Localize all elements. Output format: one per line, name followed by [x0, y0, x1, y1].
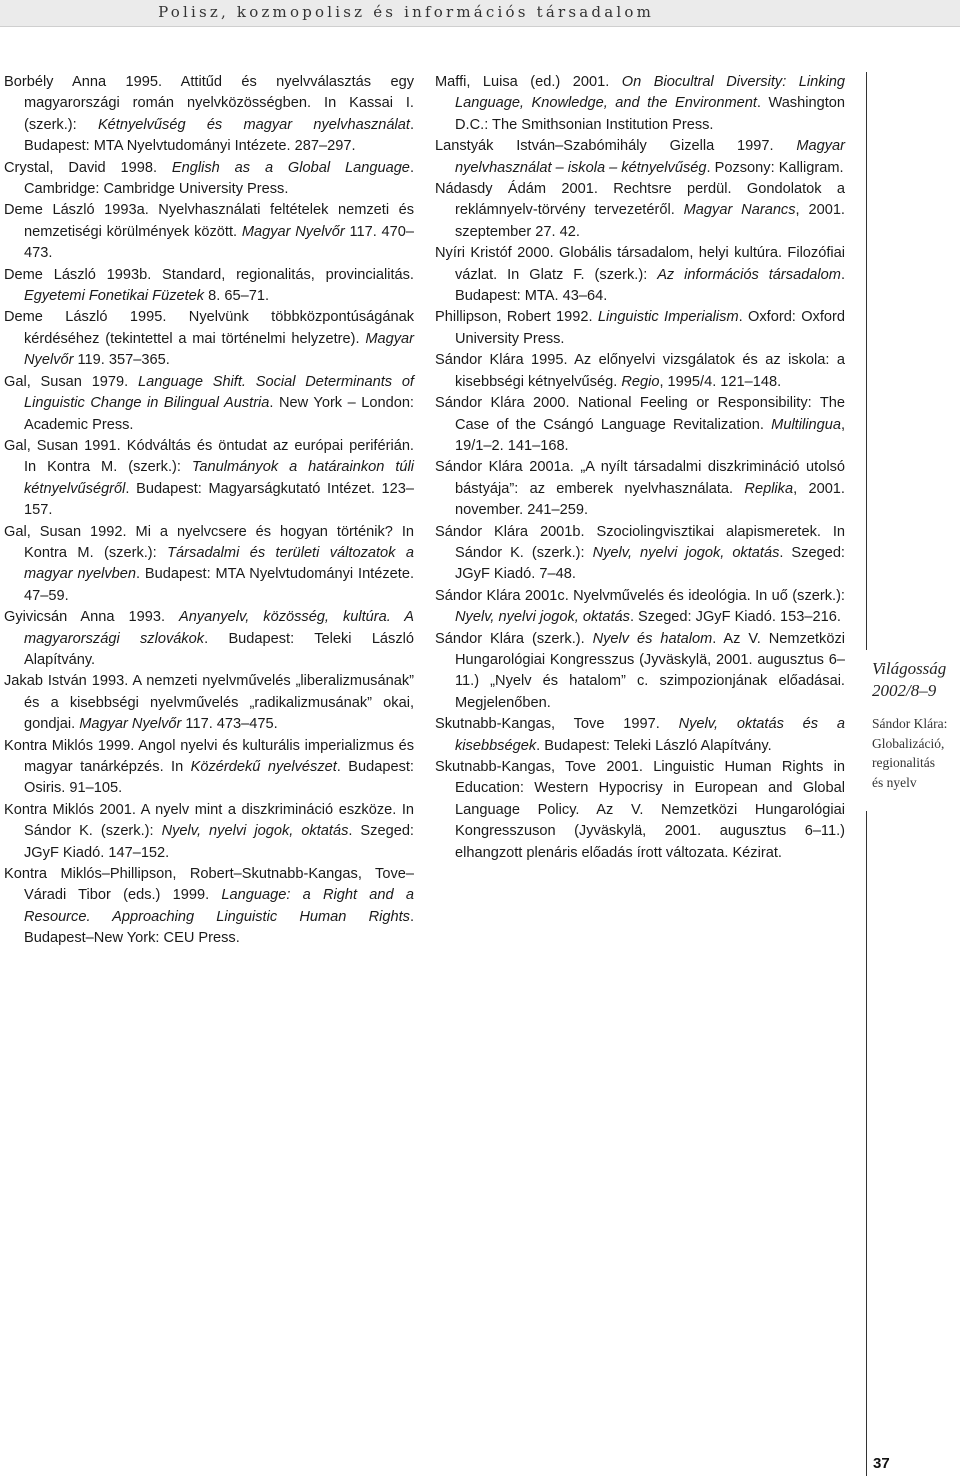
- reference-entry: [4, 372, 414, 436]
- reference-title: Multilingua: [771, 416, 841, 433]
- article-info: [872, 714, 960, 792]
- article-info-line: regionalitás: [872, 755, 935, 770]
- reference-entry: [435, 757, 845, 864]
- reference-text: . Szeged: JGyF Kiadó. 7–48.: [455, 544, 845, 583]
- reference-title: Nyelv, nyelvi jogok, oktatás: [161, 823, 349, 840]
- reference-text: 117. 470–473.: [24, 223, 414, 262]
- reference-text: . New York – London: Academic Press.: [24, 395, 414, 433]
- reference-text: Lanstyák István–Szabómihály Gizella 1997.: [435, 138, 797, 155]
- reference-title: Language: a Right and a Resource. Approaching Linguistic Human Rights: [24, 887, 414, 925]
- reference-text: Crystal, David 1998.: [4, 159, 172, 176]
- reference-entry: [435, 457, 845, 521]
- margin-rule-bottom: [866, 811, 867, 1476]
- reference-text: 8. 65–71.: [204, 288, 269, 305]
- reference-text: . Budapest–New York: CEU Press.: [24, 908, 414, 947]
- page-number: 37: [873, 1455, 890, 1472]
- reference-title: Linguistic Imperialism: [597, 309, 739, 326]
- reference-entry: [4, 864, 414, 950]
- reference-text: Gyivicsán Anna 1993.: [4, 609, 179, 626]
- reference-title: Kétnyelvűség és magyar nyelvhasználat: [97, 116, 410, 133]
- margin-rule-top: [866, 72, 867, 650]
- running-header: [0, 0, 960, 27]
- reference-text: Sándor Klára 2001b. Szociolingvisztikai alapismeretek. In Sándor K. (szerk.):: [435, 523, 845, 561]
- reference-entry: [4, 265, 414, 308]
- reference-text: Nádasdy Ádám 2001. Rechtsre perdül. Gondolatok a reklámnyelv-törvény tervezetéről.: [435, 181, 845, 219]
- references-left-column: [4, 72, 414, 950]
- reference-text: . Budapest: MTA Nyelvtudományi Intézete. 47–59.: [24, 566, 414, 604]
- reference-text: Nyíri Kristóf 2000. Globális társadalom, helyi kultúra. Filozófiai vázlat. In Glatz F. (szerk.):: [435, 245, 845, 283]
- reference-entry: [435, 307, 845, 350]
- reference-text: Sándor Klára (szerk.).: [435, 630, 593, 647]
- reference-text: . Budapest: Osiris. 91–105.: [24, 759, 414, 797]
- reference-text: Gal, Susan 1979.: [4, 373, 138, 390]
- reference-text: Sándor Klára 2001c. Nyelvművelés és ideológia. In uő (szerk.):: [435, 587, 845, 604]
- reference-title: Magyar Narancs: [683, 202, 796, 219]
- reference-text: . Az V. Nemzetközi Hungarológiai Kongresszus (Jyväskylä, 2001. augusztus 6–11.) „Nyelv és hatalom” c. szimpozionjának előadásai. Megjelenőben.: [455, 630, 845, 711]
- reference-text: , 1995/4. 121–148.: [659, 373, 782, 390]
- reference-title: Társadalmi és területi változatok a magyar nyelvben: [24, 544, 414, 583]
- reference-title: Magyar Nyelvőr: [241, 223, 345, 240]
- reference-text: . Budapest: Magyarságkutató Intézet. 123–157.: [24, 480, 414, 519]
- reference-title: Közérdekű nyelvészet: [190, 759, 337, 775]
- reference-title: Replika: [744, 480, 794, 497]
- reference-title: Tanulmányok a határainkon túli kétnyelvűségről: [24, 459, 414, 497]
- reference-text: . Budapest: Teleki László Alapítvány.: [536, 737, 772, 754]
- reference-text: . Szeged: JGyF Kiadó. 147–152.: [24, 823, 414, 861]
- reference-text: . Budapest: MTA Nyelvtudományi Intézete. 287–297.: [24, 116, 414, 155]
- reference-text: Sándor Klára 2001a. „A nyílt társadalmi diszkrimináció utolsó bástyája”: az emberek nyelvhasználata.: [435, 459, 845, 497]
- reference-entry: [4, 607, 414, 671]
- reference-text: Phillipson, Robert 1992.: [435, 309, 598, 326]
- reference-title: Magyar Nyelvőr: [24, 330, 414, 369]
- reference-text: , 2001. november. 241–259.: [455, 480, 845, 519]
- reference-title: Az információs társadalom: [657, 266, 841, 283]
- reference-entry: [4, 800, 414, 864]
- reference-text: Skutnabb-Kangas, Tove 2001. Linguistic Human Rights in Education: Western Hypocrisy in European and Global Language Policy. Az V. Nemzetközi Hungarológiai Kongresszuson (Jyväskylä, 2001. augusztus 6–11.) elhangzott plenáris előadás írott változata. Kézirat.: [435, 759, 845, 861]
- reference-text: Borbély Anna 1995. Attitűd és nyelvválasztás egy magyarországi román nyelvközösségben. In Kassai I. (szerk.):: [4, 74, 414, 133]
- reference-title: Nyelv és hatalom: [592, 630, 713, 647]
- reference-entry: [435, 350, 845, 393]
- reference-entry: [4, 158, 414, 201]
- reference-text: Deme László 1993a. Nyelvhasználati feltételek nemzeti és nemzetiségi körülmények között.: [4, 202, 414, 240]
- reference-text: Kontra Miklós–Phillipson, Robert–Skutnabb-Kangas, Tove–Váradi Tibor (eds.) 1999.: [4, 866, 414, 904]
- reference-text: Kontra Miklós 1999. Angol nyelvi és kulturális imperializmus és magyar tanárképzés. In: [4, 737, 414, 775]
- reference-text: Gal, Susan 1991. Kódváltás és öntudat az európai periférián. In Kontra M. (szerk.):: [4, 437, 414, 476]
- reference-entry: [435, 629, 845, 715]
- reference-entry: [4, 307, 414, 371]
- reference-text: Deme László 1995. Nyelvünk többközpontúságának kérdéséhez (tekintettel a mai történelmi helyzetre).: [4, 309, 414, 347]
- reference-title: Language Shift. Social Determinants of Linguistic Change in Bilingual Austria: [24, 373, 414, 412]
- reference-title: Nyelv, nyelvi jogok, oktatás: [455, 609, 630, 626]
- journal-issue: 2002/8–9: [872, 681, 937, 700]
- reference-title: Egyetemi Fonetikai Füzetek: [24, 288, 205, 305]
- reference-entry: [435, 586, 845, 629]
- reference-title: Magyar Nyelvőr: [79, 716, 182, 733]
- reference-text: Skutnabb-Kangas, Tove 1997.: [435, 716, 679, 733]
- journal-sidebar: [872, 658, 960, 792]
- journal-name: Világosság: [872, 659, 947, 678]
- reference-entry: [435, 243, 845, 307]
- article-info-line: Sándor Klára:: [872, 716, 948, 731]
- reference-entry: [4, 200, 414, 264]
- references-middle-column: [435, 72, 845, 864]
- reference-entry: [4, 671, 414, 735]
- reference-text: . Budapest: Teleki László Alapítvány.: [24, 630, 415, 668]
- reference-entry: [4, 522, 414, 608]
- reference-text: . Pozsony: Kalligram.: [706, 159, 844, 176]
- reference-text: . Szeged: JGyF Kiadó. 153–216.: [629, 609, 841, 626]
- reference-text: . Oxford: Oxford University Press.: [455, 309, 845, 347]
- reference-text: , 19/1–2. 141–168.: [455, 416, 845, 454]
- reference-text: . Budapest: MTA. 43–64.: [455, 266, 845, 305]
- reference-entry: [4, 436, 414, 522]
- reference-entry: [435, 714, 845, 757]
- reference-title: Magyar nyelvhasználat – iskola – kétnyelvűség: [455, 138, 845, 176]
- reference-text: . Cambridge: Cambridge University Press.: [24, 159, 414, 198]
- reference-title: Anyanyelv, közösség, kultúra. A magyarországi szlovákok: [24, 609, 414, 647]
- article-info-line: Globalizáció,: [872, 735, 945, 751]
- reference-text: 119. 357–365.: [73, 352, 170, 369]
- reference-title: On Biocultral Diversity: Linking Language, Knowledge, and the Environment: [455, 74, 845, 112]
- reference-entry: [4, 736, 414, 800]
- reference-text: 117. 473–475.: [181, 716, 278, 733]
- reference-entry: [435, 393, 845, 457]
- reference-text: Kontra Miklós 2001. A nyelv mint a diszkrimináció eszköze. In Sándor K. (szerk.):: [4, 801, 414, 840]
- reference-title: Regio: [621, 373, 660, 390]
- reference-entry: [435, 72, 845, 136]
- reference-text: . Washington D.C.: The Smithsonian Institution Press.: [455, 95, 845, 133]
- reference-entry: [4, 72, 414, 158]
- reference-text: Jakab István 1993. A nemzeti nyelvművelés „liberalizmusának” és a kisebbségi nyelvművelés „radikalizmusának” okai, gondjai.: [4, 673, 414, 733]
- article-info-line: és nyelv: [872, 774, 917, 790]
- reference-title: English as a Global Language: [171, 159, 410, 176]
- reference-text: Deme László 1993b. Standard, regionalitás, provincialitás.: [4, 266, 414, 283]
- reference-title: Nyelv, nyelvi jogok, oktatás: [592, 544, 780, 561]
- reference-entry: [435, 522, 845, 586]
- reference-text: , 2001. szeptember 27. 42.: [455, 202, 845, 240]
- reference-text: Sándor Klára 2000. National Feeling or Responsibility: The Case of the Csángó Language Revitalization.: [435, 395, 845, 433]
- reference-entry: [435, 179, 845, 243]
- reference-entry: [435, 136, 845, 179]
- reference-text: Sándor Klára 1995. Az előnyelvi vizsgálatok és az iskola: a kisebbségi kétnyelvűség.: [435, 352, 845, 390]
- running-header-title: Polisz, kozmopolisz és információs társadalom: [158, 3, 654, 21]
- reference-text: Gal, Susan 1992. Mi a nyelvcsere és hogyan történik? In Kontra M. (szerk.):: [4, 523, 414, 561]
- reference-text: Maffi, Luisa (ed.) 2001.: [435, 74, 622, 90]
- reference-title: Nyelv, oktatás és a kisebbségek: [455, 716, 845, 754]
